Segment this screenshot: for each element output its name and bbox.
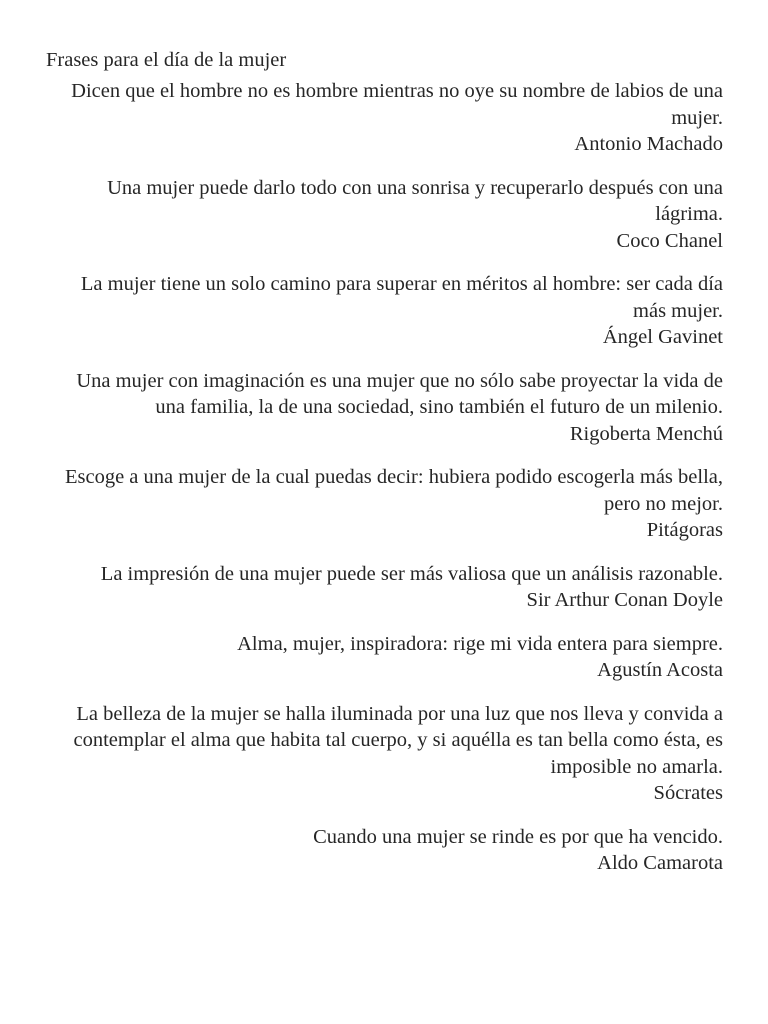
- quote-text: Escoge a una mujer de la cual puedas decir: hubiera podido escogerla más bella, pero no mejor.: [64, 466, 723, 515]
- quote-block: [46, 824, 723, 877]
- quote-text: La impresión de una mujer puede ser más valiosa que un análisis razonable.: [100, 562, 723, 585]
- quote-block: [46, 368, 723, 448]
- quote-text: Dicen que el hombre no es hombre mientras no oye su nombre de labios de una mujer.: [71, 80, 723, 129]
- quote-text: Una mujer puede darlo todo con una sonrisa y recuperarlo después con una lágrima.: [107, 176, 723, 225]
- document-page: [46, 47, 723, 894]
- quote-block: [46, 561, 723, 614]
- quote-block: [46, 78, 723, 158]
- quote-author: Coco Chanel: [616, 229, 723, 252]
- quote-author: Aldo Camarota: [597, 852, 723, 874]
- quote-block: [46, 464, 723, 544]
- quote-author: Ángel Gavinet: [602, 326, 723, 348]
- quote-text: Alma, mujer, inspiradora: rige mi vida entera para siempre.: [237, 632, 723, 655]
- quote-block: [46, 701, 723, 807]
- quote-author: Rigoberta Menchú: [569, 422, 723, 445]
- quote-block: [46, 631, 723, 684]
- quote-text: Una mujer con imaginación es una mujer que no sólo sabe proyectar la vida de una familia, la de una sociedad, sino también el futuro de un milenio.: [76, 369, 723, 418]
- quote-author: Sir Arthur Conan Doyle: [526, 589, 723, 611]
- quote-author: Antonio Machado: [574, 133, 723, 155]
- quote-author: Pitágoras: [646, 519, 723, 541]
- quote-text: La mujer tiene un solo camino para superar en méritos al hombre: ser cada día más mujer.: [80, 273, 723, 322]
- quote-text: La belleza de la mujer se halla iluminada por una luz que nos lleva y convida a contemplar el alma que habita tal cuerpo, y si aquélla es tan bella como ésta, es imposible no amarla.: [73, 702, 723, 778]
- quote-author: Agustín Acosta: [597, 659, 723, 681]
- quote-block: [46, 271, 723, 351]
- quote-text: Cuando una mujer se rinde es por que ha vencido.: [313, 825, 723, 848]
- quote-author: Sócrates: [653, 782, 723, 804]
- document-title: Frases para el día de la mujer: [46, 49, 287, 71]
- quote-block: [46, 175, 723, 255]
